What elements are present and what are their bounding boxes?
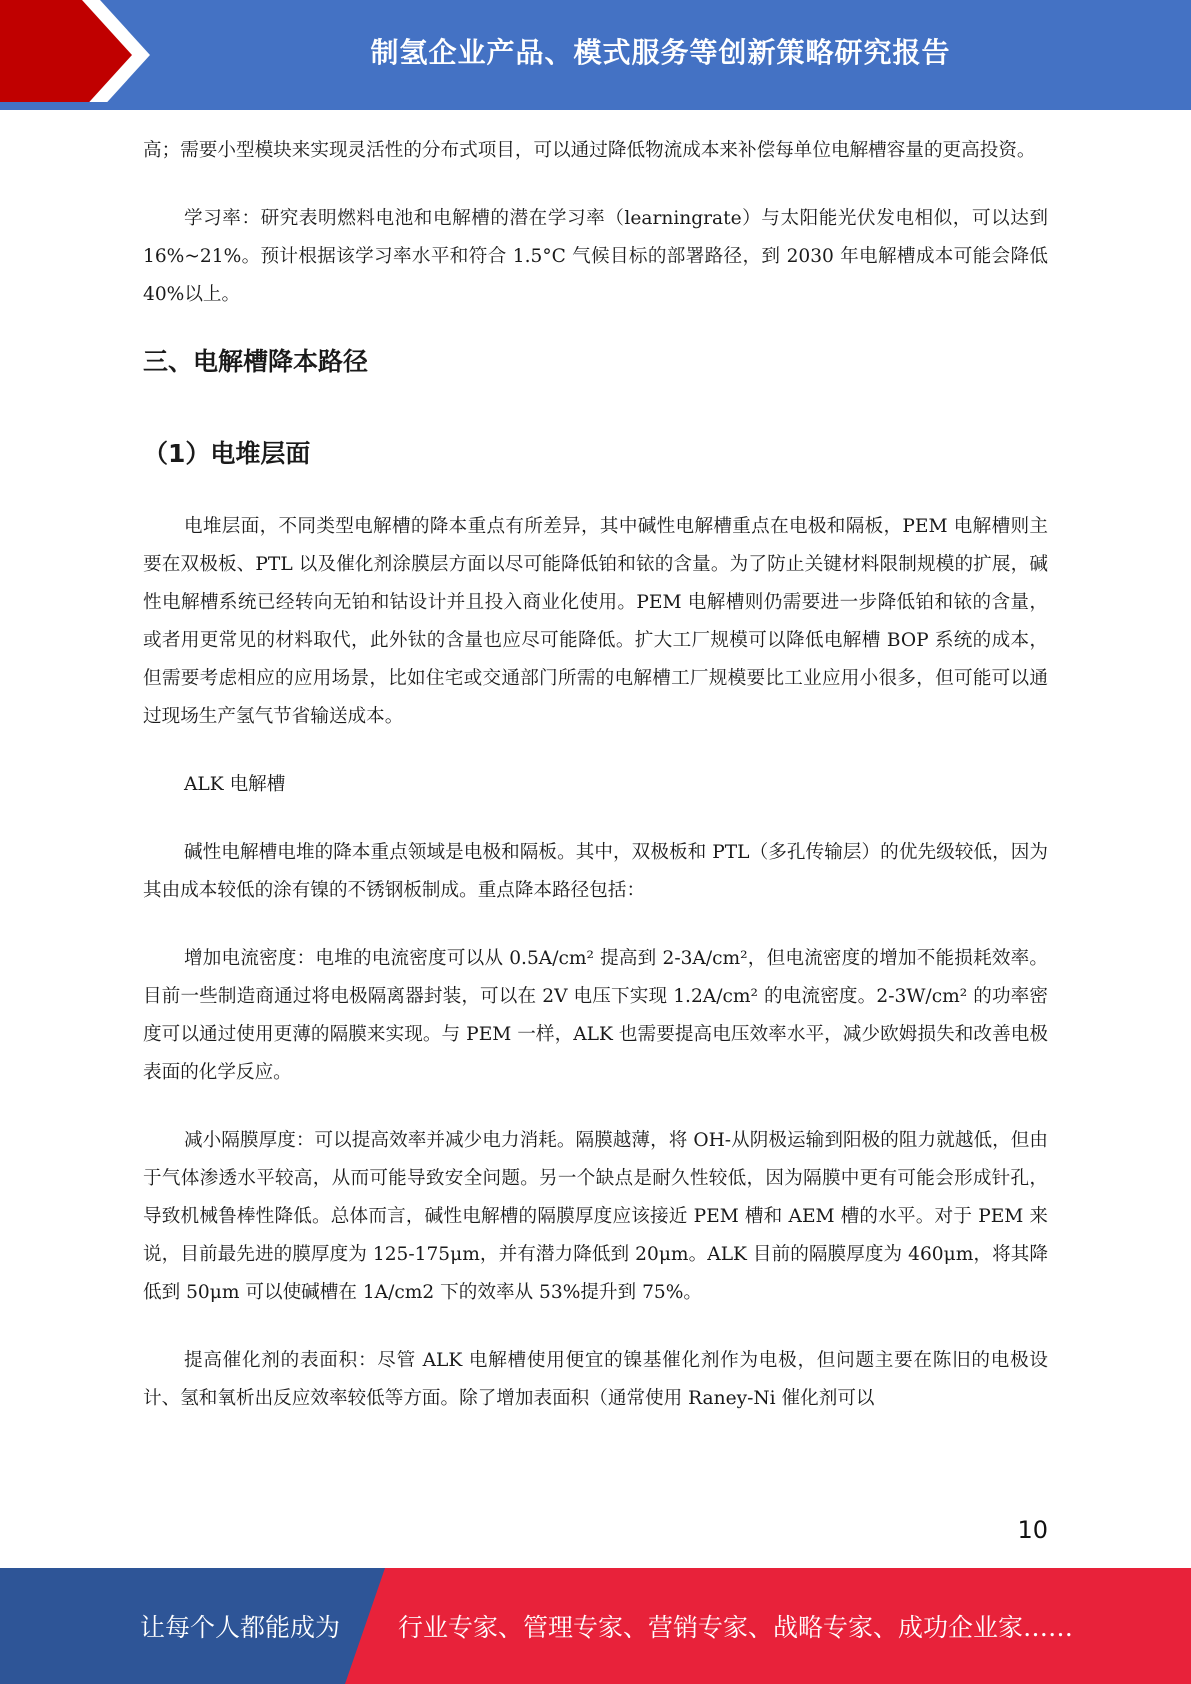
section-heading: 三、电解槽降本路径 [143, 347, 369, 376]
paragraph-alk-focus: 碱性电解槽电堆的降本重点领域是电极和隔板。其中，双极板和 PTL（多孔传输层）的优先级较低，因为其由成本较低的涂有镍的不锈钢板制成。重点降本路径包括： [143, 842, 1048, 901]
document-body [143, 132, 1048, 1418]
paragraph-alk-title: ALK 电解槽 [184, 774, 286, 795]
header-bottom-strip [0, 102, 1191, 110]
subsection-heading: （1）电堆层面 [143, 439, 311, 468]
footer-banner [0, 1568, 1191, 1684]
paragraph-catalyst-surface: 提高催化剂的表面积：尽管 ALK 电解槽使用便宜的镍基催化剂作为电极，但问题主要在陈旧的电极设计、氢和氧析出反应效率较低等方面。除了增加表面积（通常使用 Raney-Ni 催化剂可以 [143, 1350, 1048, 1409]
paragraph-membrane-thickness: 减小隔膜厚度：可以提高效率并减少电力消耗。隔膜越薄，将 OH-从阴极运输到阳极的阻力就越低，但由于气体渗透水平较高，从而可能导致安全问题。另一个缺点是耐久性较低，因为隔膜中更有可能会形成针孔，导致机械鲁棒性降低。总体而言，碱性电解槽的隔膜厚度应该接近 PEM 槽和 AEM 槽的水平。对于 PEM 来说，目前最先进的膜厚度为 125-175μm，并有潜力降低到 20μm。ALK 目前的隔膜厚度为 460μm，将其降低到 50μm 可以使碱槽在 1A/cm2 下的效率从 53%提升到 75%。 [143, 1130, 1048, 1303]
paragraph-continued: 高；需要小型模块来实现灵活性的分布式项目，可以通过降低物流成本来补偿每单位电解槽容量的更高投资。 [143, 140, 1036, 161]
page-number: 10 [1017, 1516, 1048, 1544]
header-title: 制氢企业产品、模式服务等创新策略研究报告 [370, 36, 951, 69]
footer-slogan-right: 行业专家、管理专家、营销专家、战略专家、成功企业家…… [398, 1613, 1074, 1642]
header-banner [0, 0, 1191, 110]
paragraph-stack-level: 电堆层面，不同类型电解槽的降本重点有所差异，其中碱性电解槽重点在电极和隔板，PEM 电解槽则主要在双极板、PTL 以及催化剂涂膜层方面以尽可能降低铂和铱的含量。为了防止关键材料限制规模的扩展，碱性电解槽系统已经转向无铂和钴设计并且投入商业化使用。PEM 电解槽则仍需要进一步降低铂和铱的含量，或者用更常见的材料取代，此外钛的含量也应尽可能降低。扩大工厂规模可以降低电解槽 BOP 系统的成本，但需要考虑相应的应用场景，比如住宅或交通部门所需的电解槽工厂规模要比工业应用小很多，但可能可以通过现场生产氢气节省输送成本。 [143, 516, 1048, 727]
paragraph-current-density: 增加电流密度：电堆的电流密度可以从 0.5A/cm² 提高到 2-3A/cm²，但电流密度的增加不能损耗效率。目前一些制造商通过将电极隔离器封装，可以在 2V 电压下实现 1.2A/cm² 的电流密度。2-3W/cm² 的功率密度可以通过使用更薄的隔膜来实现。与 PEM 一样，ALK 也需要提高电压效率水平，减少欧姆损失和改善电极表面的化学反应。 [143, 948, 1048, 1083]
footer-slogan-left: 让每个人都能成为 [140, 1613, 341, 1642]
paragraph-learning-rate: 学习率：研究表明燃料电池和电解槽的潜在学习率（learningrate）与太阳能光伏发电相似，可以达到 16%~21%。预计根据该学习率水平和符合 1.5°C 气候目标的部署路径，到 2030 年电解槽成本可能会降低 40%以上。 [143, 208, 1048, 305]
